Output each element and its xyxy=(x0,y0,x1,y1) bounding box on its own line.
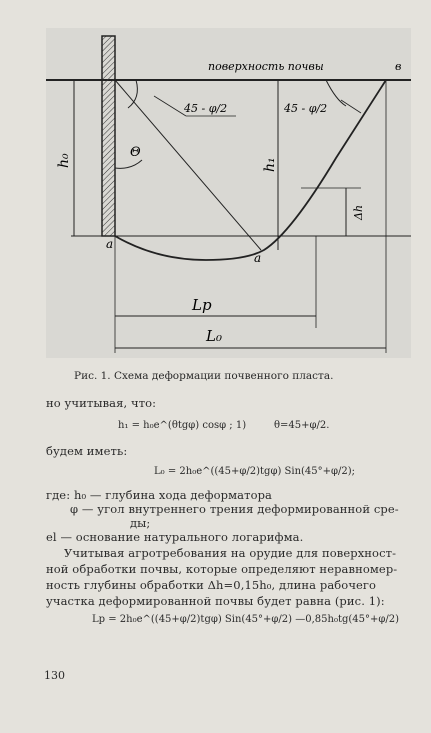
dh-label: Δh xyxy=(352,204,365,220)
point-a-right-label: a xyxy=(254,251,262,265)
figure-caption: Рис. 1. Схема деформации почвенного пласта. xyxy=(74,370,334,382)
where-phi-cont: ды; xyxy=(130,516,151,530)
deformer-plate xyxy=(102,36,115,236)
formula-l0: L₀ = 2h₀e^((45+φ/2)tgφ) Sin(45°+φ/2); xyxy=(154,466,356,477)
where-e: el — основание натурального логарифма. xyxy=(46,530,304,544)
theta-arc xyxy=(115,160,142,168)
h1-label: h₁ xyxy=(262,157,278,172)
l0-label: L₀ xyxy=(206,327,222,345)
where-h0: где: h₀ — глубина хода деформатора xyxy=(46,488,273,502)
text-line-will-have: будем иметь: xyxy=(46,444,128,458)
formula-lp: Lр = 2h₀e^((45+φ/2)tgφ) Sin(45°+φ/2) —0,85h₀tg(45°+φ/2) xyxy=(92,614,400,625)
formula-h1: h₁ = h₀e^(θtgφ) cosφ ; 1) xyxy=(118,420,247,431)
paragraph-line-3: ность глубины обработки Δh=0,15h₀, длина рабочего xyxy=(46,578,377,592)
formula-theta: θ=45+φ/2. xyxy=(274,420,330,431)
surface-label: поверхность почвы xyxy=(208,60,324,73)
page-number: 130 xyxy=(44,669,65,682)
deformation-curve xyxy=(115,80,386,260)
lp-label: Lр xyxy=(192,296,212,314)
diagram-svg xyxy=(46,28,411,358)
paragraph-line-4: участка деформированной почвы будет равна (рис. 1): xyxy=(46,594,385,608)
angle-label-left: 45 - φ/2 xyxy=(184,102,228,115)
where-phi: φ — угол внутреннего трения деформированной сре- xyxy=(70,502,399,516)
angle-leader-left xyxy=(154,96,186,116)
point-b-label: в xyxy=(395,60,402,73)
h0-label: h₀ xyxy=(56,153,72,168)
paragraph-line-2: ной обработки почвы, которые определяют неравномер- xyxy=(46,562,398,576)
paragraph-line-1: Учитывая агротребования на орудие для поверхност- xyxy=(64,546,397,560)
angle-arc-right xyxy=(326,80,346,106)
angle-leader-right xyxy=(341,100,361,113)
angle-label-right: 45 - φ/2 xyxy=(284,102,328,115)
soil-deformation-diagram xyxy=(46,28,411,358)
text-line-intro: но учитывая, что: xyxy=(46,396,157,410)
point-a-left-label: a xyxy=(106,237,114,251)
theta-label: Θ xyxy=(130,145,141,160)
